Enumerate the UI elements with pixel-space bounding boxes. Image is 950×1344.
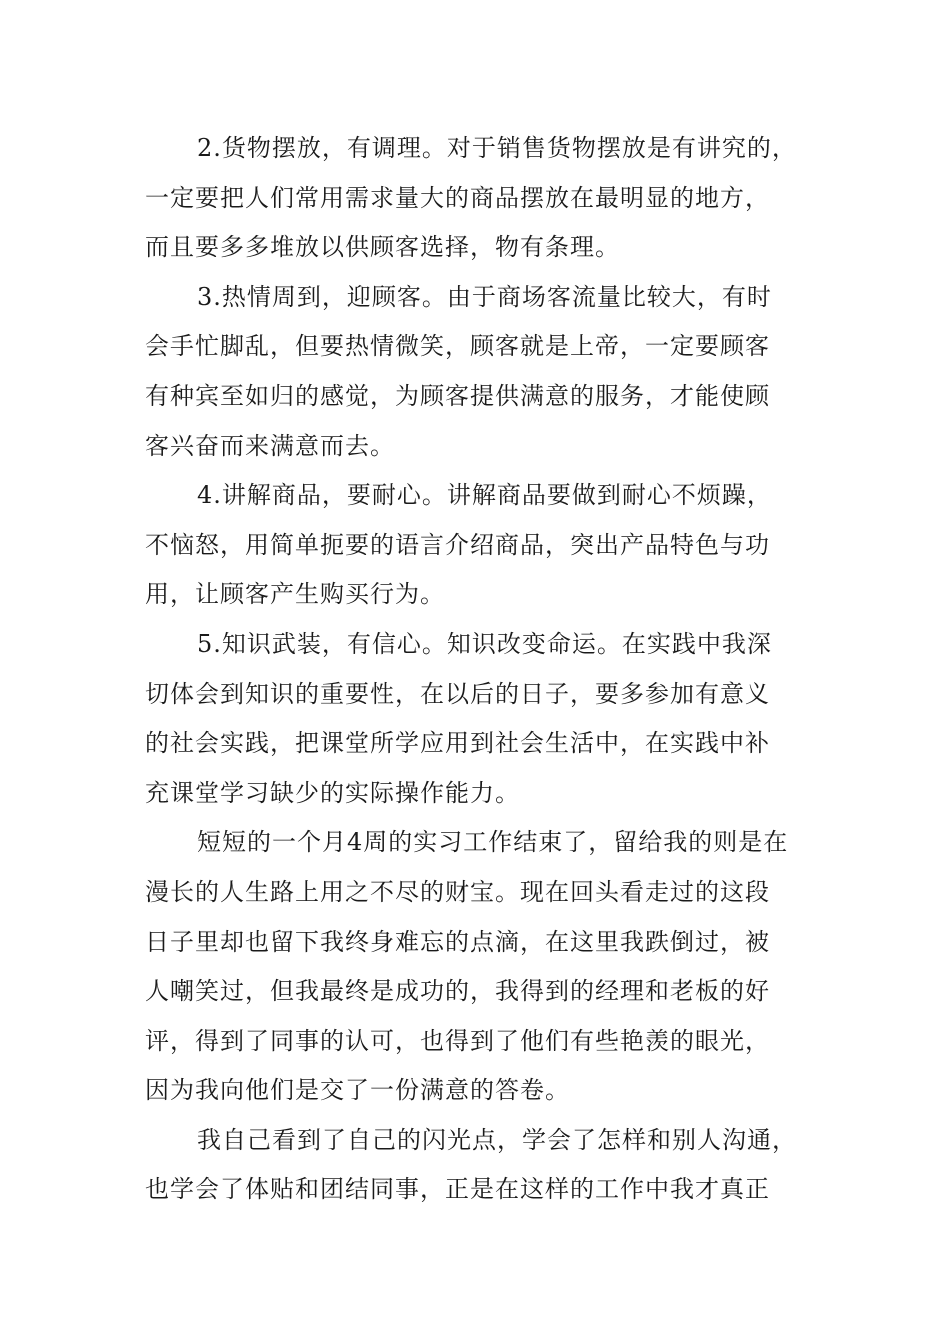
text-line: 有种宾至如归的感觉，为顾客提供满意的服务，才能使顾 bbox=[145, 381, 770, 410]
text-line: 客兴奋而来满意而去。 bbox=[145, 431, 395, 460]
text-line: 我自己看到了自己的闪光点，学会了怎样和别人沟通， bbox=[197, 1125, 797, 1154]
text-line: 不恼怒，用简单扼要的语言介绍商品，突出产品特色与功 bbox=[145, 530, 770, 559]
text-line: 5.知识武装，有信心。知识改变命运。在实践中我深 bbox=[197, 629, 772, 658]
text-line: 日子里却也留下我终身难忘的点滴，在这里我跌倒过，被 bbox=[145, 927, 770, 956]
text-line: 而且要多多堆放以供顾客选择，物有条理。 bbox=[145, 233, 620, 262]
text-line: 因为我向他们是交了一份满意的答卷。 bbox=[145, 1076, 570, 1105]
text-line: 2.货物摆放，有调理。对于销售货物摆放是有讲究的， bbox=[197, 134, 797, 162]
text-line: 会手忙脚乱，但要热情微笑，顾客就是上帝，一定要顾客 bbox=[145, 332, 770, 361]
paragraph-knowledge bbox=[145, 620, 825, 818]
text-line: 的社会实践，把课堂所学应用到社会生活中，在实践中补 bbox=[145, 729, 770, 758]
text-line: 人嘲笑过，但我最终是成功的，我得到的经理和老板的好 bbox=[145, 977, 770, 1006]
text-line: 3.热情周到，迎顾客。由于商场客流量比较大，有时 bbox=[197, 282, 772, 311]
document-body bbox=[145, 124, 825, 1215]
text-line: 充课堂学习缺少的实际操作能力。 bbox=[145, 778, 520, 807]
paragraph-self-reflection bbox=[145, 1116, 825, 1215]
text-line: 短短的一个月4周的实习工作结束了，留给我的则是在 bbox=[197, 828, 789, 857]
text-line: 4.讲解商品，要耐心。讲解商品要做到耐心不烦躁， bbox=[197, 481, 772, 510]
text-line: 用，让顾客产生购买行为。 bbox=[145, 580, 445, 609]
text-line: 评，得到了同事的认可，也得到了他们有些艳羡的眼光， bbox=[145, 1026, 770, 1055]
paragraph-warm-service bbox=[145, 273, 825, 471]
text-line: 切体会到知识的重要性，在以后的日子，要多参加有意义 bbox=[145, 679, 770, 708]
paragraph-goods-display bbox=[145, 124, 825, 273]
paragraph-internship-summary bbox=[145, 818, 825, 1116]
text-line: 漫长的人生路上用之不尽的财宝。现在回头看走过的这段 bbox=[145, 877, 770, 906]
text-line: 也学会了体贴和团结同事，正是在这样的工作中我才真正 bbox=[145, 1175, 770, 1204]
paragraph-explain-products bbox=[145, 471, 825, 620]
text-line: 一定要把人们常用需求量大的商品摆放在最明显的地方， bbox=[145, 183, 770, 212]
